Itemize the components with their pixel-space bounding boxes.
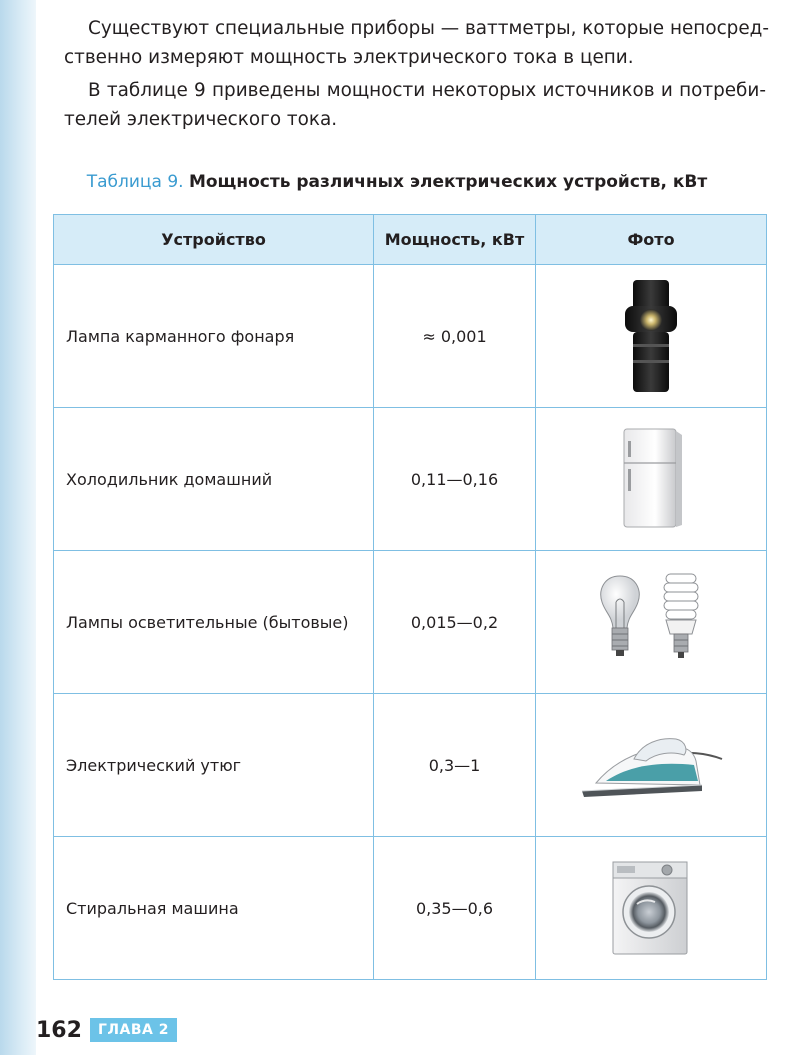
flashlight-icon xyxy=(619,278,683,394)
page-margin-band xyxy=(0,0,36,1055)
table-row xyxy=(54,265,767,408)
device-name: Лампы осветительные (бытовые) xyxy=(54,551,374,694)
device-photo xyxy=(536,837,767,980)
page-number: 162 xyxy=(36,1017,82,1043)
paragraph-wattmeters xyxy=(64,14,770,72)
device-photo xyxy=(536,694,767,837)
table-row xyxy=(54,408,767,551)
table-row xyxy=(54,837,767,980)
device-power: ≈ 0,001 xyxy=(374,265,536,408)
table-header-row xyxy=(54,215,767,265)
table-row xyxy=(54,551,767,694)
washing-machine-icon xyxy=(609,860,693,956)
device-name: Электрический утюг xyxy=(54,694,374,837)
column-header-power: Мощность, кВт xyxy=(374,215,536,265)
column-header-photo: Фото xyxy=(536,215,767,265)
column-header-device: Устройство xyxy=(54,215,374,265)
paragraph-line: телей электрического тока. xyxy=(64,109,338,130)
device-power: 0,11—0,16 xyxy=(374,408,536,551)
refrigerator-icon xyxy=(618,427,684,531)
table-title: Мощность различных электрических устройств, кВт xyxy=(188,172,708,192)
power-table xyxy=(53,214,767,980)
device-photo xyxy=(536,408,767,551)
device-name: Лампа карманного фонаря xyxy=(54,265,374,408)
page-footer xyxy=(36,1015,177,1045)
paragraph-table-intro xyxy=(64,76,766,134)
paragraph-line: В таблице 9 приведены мощности некоторых источников и потреби- xyxy=(88,80,766,101)
table-caption xyxy=(0,172,794,192)
table-row xyxy=(54,694,767,837)
table-number: Таблица 9. xyxy=(86,172,184,192)
chapter-badge: ГЛАВА 2 xyxy=(90,1018,177,1042)
device-name: Стиральная машина xyxy=(54,837,374,980)
device-power: 0,3—1 xyxy=(374,694,536,837)
paragraph-line: ственно измеряют мощность электрического тока в цепи. xyxy=(64,47,634,68)
light-bulbs-icon xyxy=(596,572,706,672)
device-power: 0,35—0,6 xyxy=(374,837,536,980)
paragraph-line: Существуют специальные приборы — ваттметры, которые непосред- xyxy=(88,18,770,39)
device-power: 0,015—0,2 xyxy=(374,551,536,694)
iron-icon xyxy=(576,725,726,805)
device-photo xyxy=(536,551,767,694)
device-photo xyxy=(536,265,767,408)
device-name: Холодильник домашний xyxy=(54,408,374,551)
